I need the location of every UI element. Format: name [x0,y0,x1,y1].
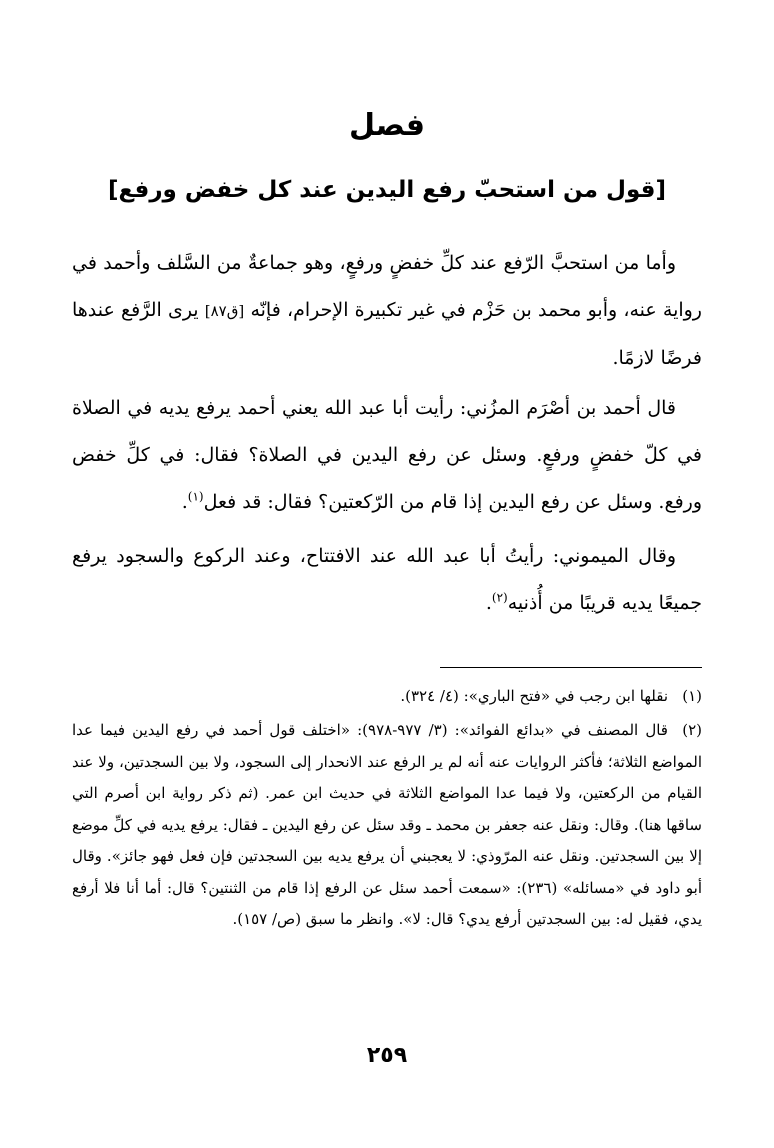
section-title: فصل [349,108,425,143]
paragraph-3-text-end: . [485,592,492,614]
footnote-2-text: قال المصنف في «بدائع الفوائد»: (٣/ ٩٧٧-٩٧٨): «اختلف قول أحمد في رفع اليدين فيما عدا المواضع الثلاثة؛ فأكثر الروايات عنه أنه لم ير الرفع عند الانحدار إلى السجود، ولا بين السجدتين، ولا عند القيام من الركعتين، ولا فيما عدا المواضع الثلاثة في حديث ابن عمر. (ثم ذكر رواية ابن أصرم التي ساقها هنا). وقال: ونقل عنه جعفر بن محمد ـ وقد سئل عن رفع اليدين ـ فقال: يرفع يديه في كلِّ موضع إلا بين السجدتين. ونقل عنه المرّوذي: لا يعجبني أن يرفع يديه بين السجدتين فإن فعل فهو جائز». وقال أبو داود في «مسائله» (٢٣٦): «سمعت أحمد سئل عن الرفع إذا قام من الثنتين؟ قال: أما أنا فلا أرفع يدي، فقيل له: بين السجدتين أرفع يدي؟ قال: لا». وانظر ما سبق (ص/ ١٥٧). [72,721,702,928]
footnote-divider [440,667,702,668]
paragraph-3 [72,533,702,627]
footnote-1 [72,681,702,713]
paragraph-2 [72,385,702,526]
paragraph-1-text-end: يرى الرَّفع عندها فرضًا لازمًا. [72,299,702,369]
paragraph-1-text: وأما من استحبَّ الرّفع عند كلِّ خفضٍ ورفعٍ، وهو جماعةٌ من السَّلف وأحمد في رواية عنه، وأبو محمد بن حَزْم في غير تكبيرة الإحرام، فإنّه [72,252,702,321]
chapter-subheading: [قول من استحبّ رفع اليدين عند كل خفض ورفع] [108,177,666,203]
paragraph-2-text-end: . [181,491,188,513]
footnote-2-number: (٢) [682,721,702,739]
footnote-1-text: نقلها ابن رجب في «فتح الباري»: (٤/ ٣٢٤). [400,687,668,705]
paragraph-1 [72,240,702,382]
footnote-ref-2[interactable]: (٢) [491,590,508,605]
manuscript-folio-ref: [ق٨٧] [204,302,245,320]
page-number: ٢٥٩ [366,1043,408,1068]
paragraph-2-text: قال أحمد بن أصْرَم المزُني: رأيت أبا عبد الله يعني أحمد يرفع يديه في الصلاة في كلّ خفضٍ ورفعٍ. وسئل عن رفع اليدين في الصلاة؟ فقال: في كلِّ خفض ورفع. وسئل عن رفع اليدين إذا قام من الرّكعتين؟ فقال: قد فعل [72,397,702,513]
footnote-1-number: (١) [682,687,702,705]
paragraph-3-text: وقال الميموني: رأيتُ أبا عبد الله عند الافتتاح، وعند الركوع والسجود يرفع جميعًا يديه قريبًا من أُذنيه [72,545,702,614]
footnote-2 [72,715,702,936]
footnote-ref-1[interactable]: (١) [187,489,204,504]
